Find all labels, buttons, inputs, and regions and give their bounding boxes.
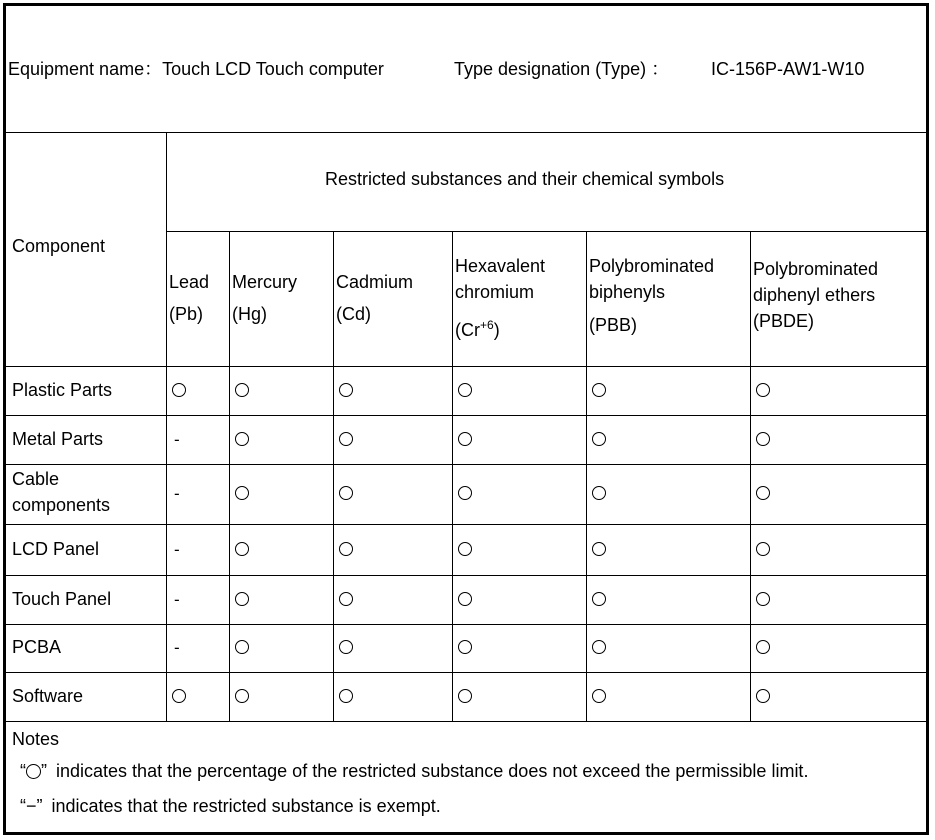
equipment-line (8, 56, 384, 82)
compliant-circle-icon (592, 486, 606, 500)
col-header-lead: Lead (Pb) (169, 272, 210, 324)
compliant-circle-icon (458, 592, 472, 606)
exempt-dash-mark: - (174, 638, 180, 657)
row-component-label: Software (12, 685, 84, 706)
col-rule-1 (166, 132, 167, 721)
compliant-circle-icon (756, 592, 770, 606)
rule-row-7 (6, 721, 926, 722)
compliant-circle-icon (458, 486, 472, 500)
compliant-circle-icon (235, 689, 249, 703)
rule-row-1 (6, 415, 926, 416)
exempt-dash-mark: - (174, 429, 180, 449)
compliant-circle-icon (339, 640, 353, 654)
note-dash: “−” indicates that the restricted substance is exempt. (20, 796, 441, 816)
compliant-circle-icon (339, 542, 353, 556)
compliant-circle-icon (458, 432, 472, 446)
document-frame (3, 3, 929, 835)
rule-row-2 (6, 464, 926, 465)
substances-group-header: Restricted substances and their chemical symbols (325, 169, 725, 189)
compliant-circle-icon (592, 640, 606, 654)
rule-columns (6, 366, 926, 367)
rule-header (6, 132, 926, 133)
rule-row-3 (6, 524, 926, 525)
compliant-circle-icon (172, 383, 186, 397)
rule-row-4 (6, 575, 926, 576)
equipment-name-label: Equipment name： (8, 59, 163, 79)
compliant-circle-icon (339, 592, 353, 606)
compliant-circle-icon (756, 383, 770, 397)
circle-mark-icon (26, 764, 41, 779)
col-rule-2 (229, 231, 230, 721)
compliant-circle-icon (235, 383, 249, 397)
compliant-circle-icon (458, 689, 472, 703)
compliant-circle-icon (756, 640, 770, 654)
compliant-circle-icon (172, 689, 186, 703)
row-component-label: LCD Panel (12, 538, 100, 559)
compliant-circle-icon (592, 592, 606, 606)
compliant-circle-icon (592, 689, 606, 703)
compliant-circle-icon (592, 432, 606, 446)
compliant-circle-icon (339, 432, 353, 446)
rule-row-6 (6, 672, 926, 673)
compliant-circle-icon (235, 592, 249, 606)
type-designation-label: Type designation (Type) ： (454, 59, 670, 79)
col-rule-6 (750, 231, 751, 721)
exempt-dash-mark: - (174, 539, 180, 559)
note-circle: “ ” indicates that the percentage of the restricted substance does not exceed the permissible limit. (20, 761, 809, 781)
equipment-name-value: Touch LCD Touch computer (162, 59, 384, 79)
compliant-circle-icon (756, 432, 770, 446)
compliant-circle-icon (339, 383, 353, 397)
compliant-circle-icon (458, 640, 472, 654)
compliant-circle-icon (592, 383, 606, 397)
compliant-circle-icon (756, 689, 770, 703)
type-designation-value: IC-156P-AW1-W10 (711, 59, 865, 79)
rule-row-5 (6, 624, 926, 625)
compliant-circle-icon (592, 542, 606, 556)
exempt-dash-mark: - (174, 484, 180, 503)
exempt-dash-mark: - (174, 589, 180, 609)
row-component-label: Plastic Parts (12, 379, 113, 400)
row-component-label: Metal Parts (12, 428, 104, 449)
compliant-circle-icon (756, 542, 770, 556)
col-header-cadmium: Cadmium (Cd) (336, 272, 414, 324)
col-rule-3 (333, 231, 334, 721)
col-rule-5 (586, 231, 587, 721)
compliant-circle-icon (458, 542, 472, 556)
col-header-hexavalent-chromium: Hexavalent chromium $(Cr^{+6})$ (455, 256, 546, 340)
compliant-circle-icon (235, 486, 249, 500)
col-rule-4 (452, 231, 453, 721)
component-header: Component (12, 236, 106, 256)
col-header-pbde: Polybrominated diphenyl ethers (PBDE) (753, 259, 879, 331)
col-header-mercury: Mercury (Hg) (232, 272, 298, 324)
compliant-circle-icon (339, 689, 353, 703)
row-component-label: PCBA (12, 637, 62, 657)
row-component-label: Cable components (12, 469, 111, 515)
compliant-circle-icon (458, 383, 472, 397)
compliant-circle-icon (235, 432, 249, 446)
notes-title: Notes (12, 729, 60, 749)
row-component-label: Touch Panel (12, 588, 112, 609)
compliant-circle-icon (235, 640, 249, 654)
compliant-circle-icon (756, 486, 770, 500)
compliant-circle-icon (235, 542, 249, 556)
compliant-circle-icon (339, 486, 353, 500)
rule-group (167, 231, 926, 232)
col-header-pbb: Polybrominated biphenyls (PBB) (589, 256, 715, 335)
